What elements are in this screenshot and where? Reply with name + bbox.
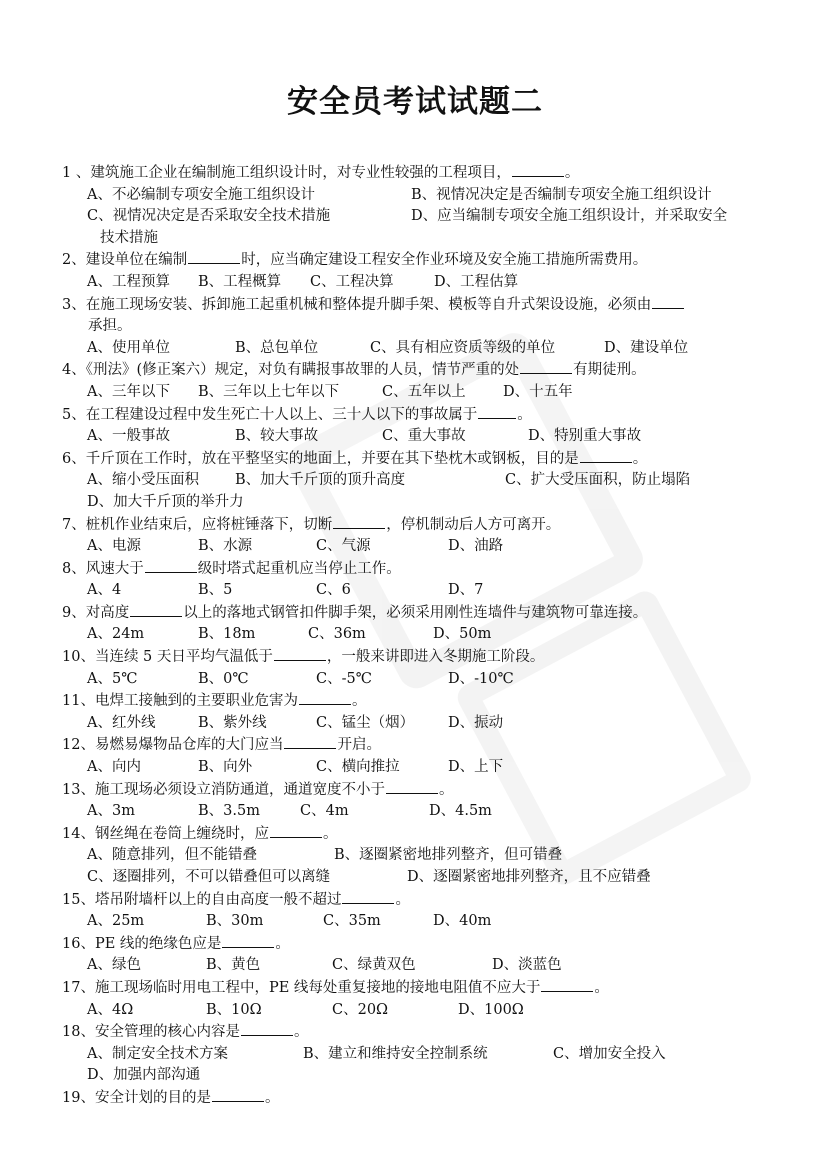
option-c: C、重大事故 [382,428,466,445]
option-a: A、3m [87,803,135,820]
question-number: 16、 [62,935,95,952]
question-number: 10、 [62,649,95,666]
question-text: 易燃易爆物品仓库的大门应当 [94,737,284,754]
question-text-end: 级时塔式起重机应当停止工作。 [197,560,401,577]
options-row [62,228,782,250]
option-c: C、4m [300,803,349,820]
question-text: 施工现场临时用电工程中，PE 线每处重复接地的接地电阻值不应大于 [94,979,541,996]
question-6 [62,448,782,471]
option-b: B、18m [198,626,256,643]
option-a: A、4 [87,582,122,599]
question-text-end: 时，应当确定建设工程安全作业环境及安全施工措施所需费用。 [241,252,648,269]
question-text: 风速大于 [85,560,144,577]
option-a: A、三年以下 [87,383,170,400]
question-8 [62,558,782,581]
question-12 [62,734,782,757]
question-number: 19、 [62,1089,95,1106]
option-b: B、三年以上七年以下 [198,383,340,400]
option-c: C、气源 [316,538,371,555]
answer-blank [478,404,516,419]
answer-blank [270,823,322,838]
question-text-end: 以上的落地式钢管扣件脚手架，必须采用刚性连墙件与建筑物可靠连接。 [183,604,648,621]
answer-blank [580,448,632,463]
option-b: B、建立和维持安全控制系统 [303,1045,488,1062]
question-3-continued [62,316,782,338]
question-text-end: ，一般来讲即进入冬期施工阶段。 [326,649,545,666]
option-c: C、增加安全投入 [553,1045,666,1062]
question-number: 13、 [62,781,95,798]
options-row [62,382,782,404]
question-11 [62,690,782,713]
question-text: 当连续 5 天日平均气温低于 [94,649,273,666]
answer-blank [222,933,274,948]
option-b: B、紫外线 [198,714,267,731]
option-b: B、工程概算 [198,273,282,290]
option-d: D、油路 [448,538,504,555]
question-13 [62,779,782,802]
option-c: C、视情况决定是否采取安全技术措施 [87,208,331,225]
question-1 [62,162,782,185]
question-17 [62,977,782,1000]
question-text-end: 开启。 [337,737,381,754]
option-a: A、制定安全技术方案 [87,1045,228,1062]
question-number: 17、 [62,979,95,996]
option-c: C、20Ω [332,1001,389,1018]
question-14 [62,823,782,846]
option-d: D、4.5m [429,803,492,820]
option-a: A、绿色 [87,957,141,974]
question-text: 钢丝绳在卷筒上缠绕时，应 [94,825,269,842]
option-a: A、电源 [87,538,141,555]
answer-blank [342,889,394,904]
answer-blank [212,1087,264,1102]
question-4 [62,359,782,382]
answer-blank [284,734,336,749]
option-a: A、25m [87,913,145,930]
options-row [62,845,782,867]
options-row [62,713,782,735]
answer-blank [241,1021,293,1036]
question-text: 在施工现场安装、拆卸施工起重机械和整体提升脚手架、模板等自升式架设设施，必须由 [85,296,652,313]
question-number: 6、 [62,450,86,467]
question-text-end: ，停机制动后人方可离开。 [386,516,561,533]
option-d: D、工程估算 [434,273,519,290]
options-row [62,185,782,207]
question-text-end: 。 [264,1089,280,1106]
option-c: C、横向推拉 [316,759,400,776]
option-b: B、水源 [198,538,253,555]
question-10 [62,646,782,669]
option-a: A、工程预算 [87,273,170,290]
option-b: B、总包单位 [235,339,319,356]
answer-blank [299,690,351,705]
question-text: 《刑法》(修正案六）规定，对负有瞒报事故罪的人员，情节严重的处 [85,362,520,379]
answer-blank [274,646,326,661]
options-row [62,1065,782,1087]
options-row [62,580,782,602]
question-text: 对高度 [85,604,130,621]
option-d: D、40m [433,913,492,930]
options-row [62,206,782,228]
answer-blank [512,162,564,177]
options-row [62,536,782,558]
question-18 [62,1021,782,1044]
answer-blank [652,294,684,309]
question-text-end: 有期徒刑。 [573,362,646,379]
option-c: C、绿黄双色 [332,957,416,974]
option-c: C、35m [323,913,381,930]
option-c: C、五年以上 [382,383,466,400]
question-9 [62,602,782,625]
option-c: C、扩大受压面积，防止塌陷 [505,472,691,489]
option-d: D、淡蓝色 [492,957,562,974]
question-text: 千斤顶在工作时，放在平整坚实的地面上，并要在其下垫枕木或钢板，目的是 [85,450,579,467]
question-text: 安全计划的目的是 [94,1089,211,1106]
answer-blank [520,359,572,374]
question-text-end: 。 [632,450,648,467]
question-number: 8、 [62,560,86,577]
option-c: C、工程决算 [310,273,394,290]
question-number: 11、 [62,693,95,710]
question-16 [62,933,782,956]
option-d: D、特别重大事故 [528,428,642,445]
question-number: 4、 [62,362,86,379]
options-row [62,911,782,933]
question-number: 18、 [62,1024,95,1041]
options-row [62,1000,782,1022]
option-c: C、具有相应资质等级的单位 [370,339,556,356]
options-row [62,867,782,889]
option-a: A、不必编制专项安全施工组织设计 [87,186,315,203]
answer-blank [541,977,593,992]
option-d-continued: 技术措施 [100,229,158,246]
option-d: D、50m [433,626,492,643]
page-title: 安全员考试试题二 [287,84,543,120]
answer-blank [145,558,197,573]
option-d: D、100Ω [458,1001,524,1018]
question-number: 2、 [62,252,86,269]
option-d: D、应当编制专项安全施工组织设计，并采取安全 [411,208,728,225]
option-a: A、4Ω [87,1001,134,1018]
options-row [62,624,782,646]
option-b: B、30m [206,913,264,930]
question-text-end: 。 [517,406,532,423]
question-text: 建筑施工企业在编制施工组织设计时，对专业性较强的工程项目， [90,165,511,181]
question-text-end: 。 [564,165,580,181]
question-number: 3、 [62,296,86,313]
option-d: D、十五年 [503,383,573,400]
question-text: PE 线的绝缘色应是 [94,935,222,952]
option-b: B、黄色 [206,957,261,974]
answer-blank [130,602,182,617]
option-b: B、逐圈紧密地排列整齐，但可错叠 [334,847,563,864]
option-d: D、振动 [448,714,504,731]
option-c: C、6 [316,582,351,599]
question-text-end: 。 [322,825,338,842]
option-a: A、随意排列，但不能错叠 [87,847,257,864]
options-row [62,470,782,492]
options-row [62,338,782,360]
option-c: C、36m [308,626,366,643]
question-text: 桩机作业结束后，应将桩锤落下，切断 [85,516,333,533]
question-list [62,162,782,1110]
options-row [62,1044,782,1066]
answer-blank [386,779,438,794]
options-row [62,757,782,779]
option-b: B、3.5m [198,803,260,820]
question-number: 14、 [62,825,95,842]
option-b: B、0℃ [198,670,249,687]
options-row [62,492,782,514]
question-text: 塔吊附墙杆以上的自由高度一般不超过 [94,891,342,908]
question-number: 7、 [62,516,86,533]
option-a: A、一般事故 [87,428,170,445]
question-text: 电焊工接触到的主要职业危害为 [94,693,298,710]
question-19 [62,1087,782,1110]
question-15 [62,889,782,912]
question-text-end: 。 [293,1024,309,1041]
option-c: C、-5℃ [316,670,372,687]
options-row [62,801,782,823]
question-text-end: 承担。 [88,318,132,335]
question-text-end: 。 [594,979,609,996]
question-5 [62,404,782,427]
question-number: 12、 [62,737,95,754]
option-d: D、-10℃ [448,670,514,687]
option-d: D、上下 [448,759,504,776]
option-a: A、使用单位 [87,339,170,356]
option-d: D、建设单位 [604,339,689,356]
question-number: 9、 [62,604,86,621]
options-row [62,426,782,448]
question-text: 在工程建设过程中发生死亡十人以上、三十人以下的事故属于 [85,406,478,423]
option-a: A、红外线 [87,714,156,731]
option-b: B、5 [198,582,233,599]
option-c: C、锰尘（烟） [316,714,415,731]
question-text: 施工现场必须设立消防通道，通道宽度不小于 [94,781,385,798]
question-3 [62,294,782,317]
options-row [62,955,782,977]
question-2 [62,249,782,272]
question-number: 5、 [62,406,86,423]
question-text-end: 。 [351,693,367,710]
option-a: A、向内 [87,759,141,776]
option-d: D、逐圈紧密地排列整齐，且不应错叠 [407,869,651,885]
question-text-end: 。 [395,891,410,908]
answer-blank [333,514,385,529]
option-d: D、7 [448,582,484,599]
option-d: D、加强内部沟通 [87,1067,201,1084]
option-a: A、5℃ [87,670,138,687]
answer-blank [188,249,240,264]
options-row [62,669,782,691]
option-b: B、视情况决定是否编制专项安全施工组织设计 [411,186,712,203]
question-number: 1 、 [62,165,91,181]
question-text-end: 。 [275,935,290,952]
option-c: C、逐圈排列，不可以错叠但可以离缝 [87,869,331,885]
question-7 [62,514,782,537]
question-number: 15、 [62,891,95,908]
question-text: 安全管理的核心内容是 [94,1024,240,1041]
option-d: D、加大千斤顶的举升力 [87,493,244,510]
option-a: A、24m [87,626,145,643]
option-b: B、向外 [198,759,253,776]
option-b: B、10Ω [206,1001,262,1018]
option-a: A、缩小受压面积 [87,472,199,489]
option-b: B、加大千斤顶的顶升高度 [235,472,406,489]
options-row [62,272,782,294]
question-text: 建设单位在编制 [85,252,188,269]
option-b: B、较大事故 [235,428,319,445]
question-text-end: 。 [438,781,454,798]
